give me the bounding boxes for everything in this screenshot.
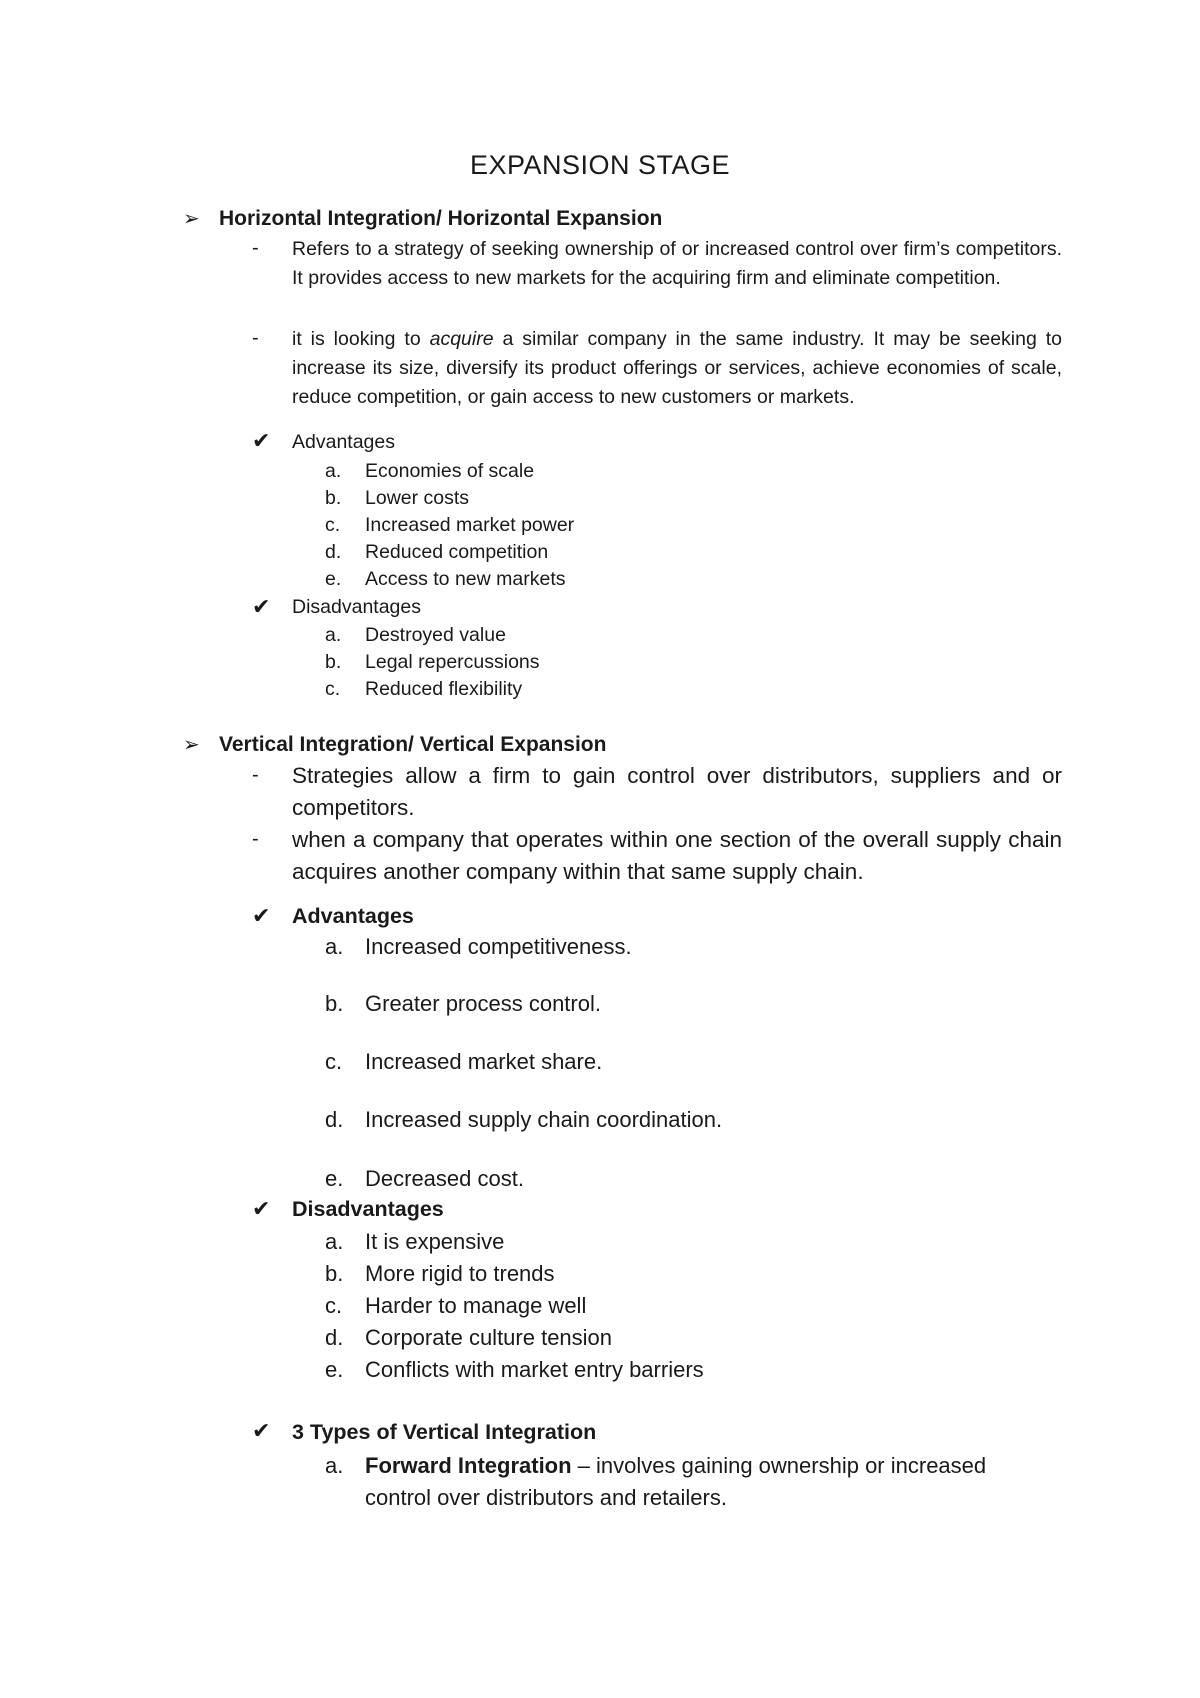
arrow-bullet-icon: ➢	[183, 208, 200, 230]
section-heading-text: Horizontal Integration/ Horizontal Expansion	[219, 207, 663, 230]
list-item	[325, 651, 540, 674]
list-text: Increased supply chain coordination.	[365, 1107, 723, 1132]
list-item	[325, 1049, 602, 1075]
list-item	[325, 541, 548, 564]
vertical-advantages-label: Advantages	[292, 904, 414, 928]
check-icon: ✔	[252, 1196, 271, 1221]
list-letter: d.	[325, 1325, 344, 1350]
list-text: Reduced competition	[365, 541, 549, 563]
list-text: Harder to manage well	[365, 1293, 587, 1318]
list-letter: e.	[325, 1357, 344, 1382]
list-text: Increased market power	[365, 514, 575, 536]
list-letter: b.	[325, 487, 342, 509]
section-heading-horizontal	[183, 206, 662, 231]
page-title: EXPANSION STAGE	[469, 150, 731, 180]
paragraph-text: a similar company in the same industry. It may be seeking to increase its size, diversify its product offerings or services, achieve economies of scale, reduce competition, or gain access to new customers or markets.	[292, 328, 1062, 408]
list-text: Conflicts with market entry barriers	[365, 1357, 704, 1382]
list-text: Corporate culture tension	[365, 1325, 613, 1350]
list-letter: d.	[325, 1107, 344, 1132]
section-heading-text: Vertical Integration/ Vertical Expansion	[219, 733, 607, 756]
list-text: Access to new markets	[365, 568, 566, 590]
list-letter: c.	[325, 678, 341, 700]
vertical-disadvantages-label: Disadvantages	[292, 1197, 444, 1221]
list-letter: e.	[325, 568, 342, 590]
list-letter: c.	[325, 1293, 343, 1318]
list-text: More rigid to trends	[365, 1261, 555, 1286]
list-text: Increased competitiveness.	[365, 934, 632, 959]
dash-bullet: -	[252, 828, 259, 850]
dash-bullet: -	[252, 237, 259, 259]
emphasized-word: acquire	[429, 328, 494, 350]
horizontal-description-paragraph	[292, 325, 1062, 412]
horizontal-disadvantages-label: Disadvantages	[292, 596, 421, 618]
check-icon: ✔	[252, 594, 271, 619]
list-letter: d.	[325, 541, 342, 563]
vertical-definition-paragraph: Strategies allow a firm to gain control over distributors, suppliers and or competitors.	[292, 763, 1062, 820]
list-text: Reduced flexibility	[365, 678, 523, 700]
list-item	[325, 1261, 555, 1287]
list-item	[325, 460, 534, 483]
list-item	[325, 934, 632, 960]
check-icon: ✔	[252, 1418, 271, 1443]
check-icon: ✔	[252, 903, 271, 928]
list-item	[325, 1450, 1062, 1514]
list-letter: b.	[325, 1261, 344, 1286]
list-letter: a.	[325, 1453, 344, 1478]
list-letter: a.	[325, 934, 344, 959]
horizontal-advantages-label: Advantages	[292, 431, 395, 453]
list-item	[325, 1229, 504, 1255]
list-letter: a.	[325, 460, 342, 482]
list-item	[325, 514, 574, 537]
list-text: Increased market share.	[365, 1049, 603, 1074]
list-text: Decreased cost.	[365, 1166, 524, 1191]
list-item	[325, 1357, 704, 1383]
list-letter: e.	[325, 1166, 344, 1191]
list-item	[325, 678, 522, 701]
paragraph-text: it is looking to	[292, 328, 430, 350]
check-icon: ✔	[252, 428, 271, 453]
list-letter: c.	[325, 514, 341, 536]
list-item	[325, 1166, 524, 1192]
list-letter: a.	[325, 624, 342, 646]
list-item	[325, 991, 601, 1017]
dash-bullet: -	[252, 764, 259, 786]
dash-bullet: -	[252, 327, 259, 349]
list-text: Lower costs	[365, 487, 470, 509]
list-text-continued: control over distributors and retailers.	[365, 1485, 727, 1510]
list-text: It is expensive	[365, 1229, 505, 1254]
list-item	[325, 624, 506, 647]
list-item	[325, 1293, 586, 1319]
list-item	[325, 1325, 612, 1351]
list-item	[325, 568, 565, 591]
list-text: Legal repercussions	[365, 651, 540, 673]
horizontal-definition-paragraph: Refers to a strategy of seeking ownership of or increased control over firm’s competitors. It provides access to new markets for the acquiring firm and eliminate competition.	[292, 238, 1062, 289]
list-letter: b.	[325, 651, 342, 673]
list-letter: a.	[325, 1229, 344, 1254]
list-text: – involves gaining ownership or increased	[571, 1453, 987, 1478]
vertical-description-paragraph: when a company that operates within one section of the overall supply chain acquires another company within that same supply chain.	[292, 827, 1062, 884]
list-item	[325, 1107, 722, 1133]
list-text: Economies of scale	[365, 460, 535, 482]
list-term: Forward Integration	[365, 1453, 572, 1478]
list-text: Greater process control.	[365, 991, 601, 1016]
vertical-types-label: 3 Types of Vertical Integration	[292, 1420, 597, 1444]
list-letter: b.	[325, 991, 344, 1016]
list-text: Destroyed value	[365, 624, 506, 646]
list-item	[325, 487, 469, 510]
arrow-bullet-icon: ➢	[183, 734, 200, 756]
section-heading-vertical	[183, 732, 606, 757]
list-letter: c.	[325, 1049, 343, 1074]
